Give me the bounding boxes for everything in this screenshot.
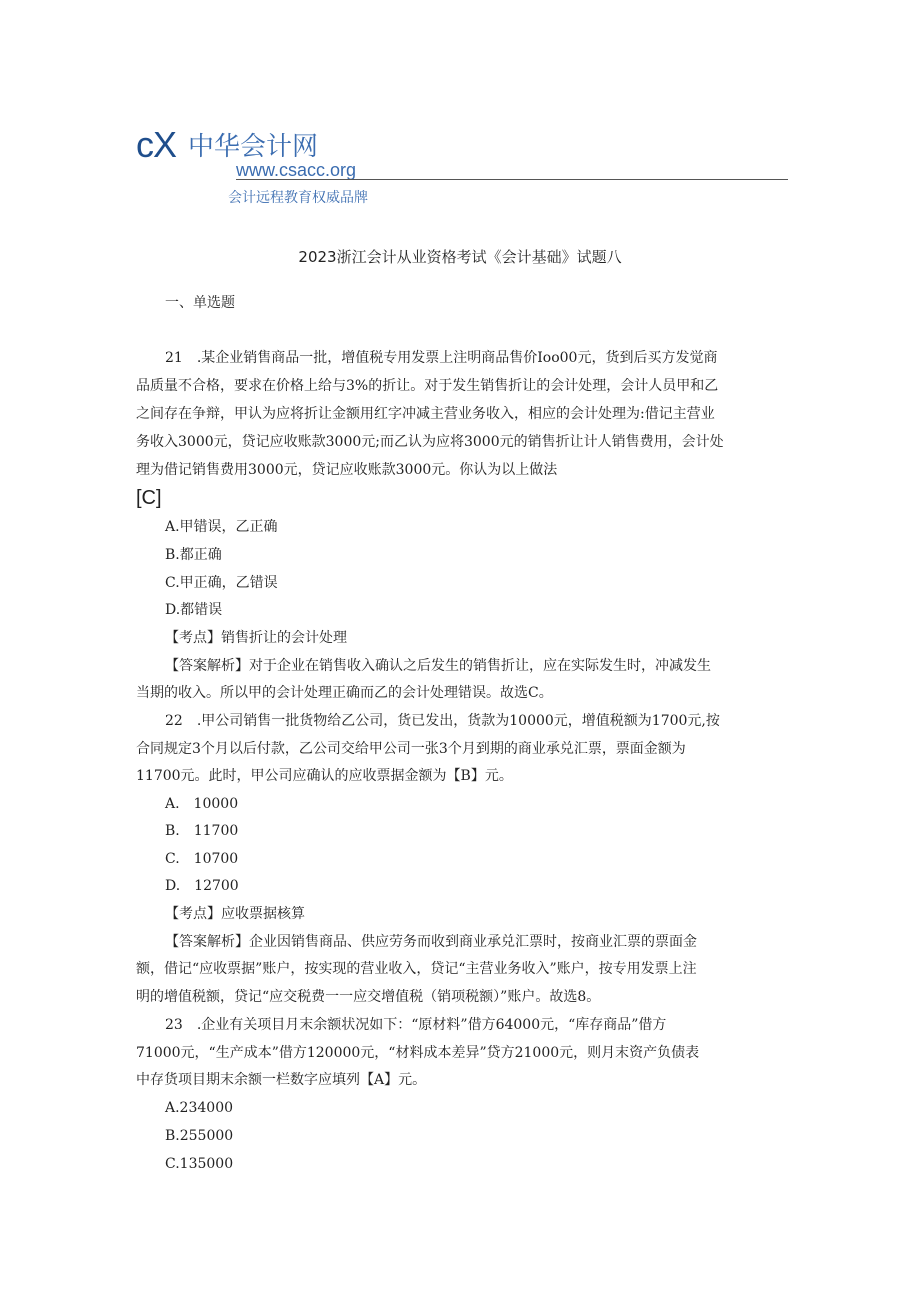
q22-analysis-line: 额，借记“应收票据”账户，按实现的营业收入，贷记“主营业务收入”账户，按专用发票上注 bbox=[136, 961, 697, 977]
q22-option-a: A. 10000 bbox=[165, 796, 239, 812]
q21-line: 21 .某企业销售商品一批，增值税专用发票上注明商品售价Ioo00元，货到后买方发觉商 bbox=[165, 350, 718, 366]
q23-option-c: C.135000 bbox=[165, 1156, 234, 1172]
header-divider bbox=[236, 179, 788, 180]
q22-line: 22 .甲公司销售一批货物给乙公司，货已发出，货款为10000元，增值税额为1700元,按 bbox=[165, 713, 720, 729]
q21-line: 品质量不合格，要求在价格上给与3%的折让。对于发生销售折让的会计处理，会计人员甲和乙 bbox=[136, 378, 719, 394]
brand-slogan: 会计远程教育权威品牌 bbox=[228, 190, 368, 206]
brand-name: 中华会计网 bbox=[188, 132, 319, 162]
q22-analysis-line: 明的增值税额，贷记“应交税费一一应交增值税（销项税额）”账户。故选8。 bbox=[136, 989, 601, 1005]
logo-mark: cX bbox=[136, 124, 177, 165]
q22-option-b: B. 11700 bbox=[165, 823, 239, 839]
q21-point: 【考点】销售折让的会计处理 bbox=[165, 630, 347, 646]
section-heading: 一、单选题 bbox=[165, 295, 235, 311]
q21-option-c: C.甲正确，乙错误 bbox=[165, 575, 278, 591]
q23-line: 71000元，“生产成本”借方120000元，“材料成本差异”贷方21000元，则月末资产负债表 bbox=[136, 1045, 700, 1061]
q21-option-d: D.都错误 bbox=[165, 602, 223, 618]
q21-option-b: B.都正确 bbox=[165, 547, 222, 563]
q23-line: 23 .企业有关项目月末余额状况如下：“原材料”借方64000元，“库存商品”借方 bbox=[165, 1017, 667, 1033]
q22-analysis-line: 【答案解析】企业因销售商品、供应劳务而收到商业承兑汇票时，按商业汇票的票面金 bbox=[165, 934, 697, 950]
brand-url[interactable]: www.csacc.org bbox=[236, 160, 357, 180]
q21-answer: [C] bbox=[136, 487, 162, 509]
q21-line: 理为借记销售费用3000元，贷记应收账款3000元。你认为以上做法 bbox=[136, 462, 558, 478]
q23-option-b: B.255000 bbox=[165, 1128, 234, 1144]
q21-line: 之间存在争辩，甲认为应将折让金额用红字冲减主营业务收入，相应的会计处理为:借记主营业 bbox=[136, 406, 715, 422]
q22-option-d: D. 12700 bbox=[165, 878, 239, 894]
q22-line: 11700元。此时，甲公司应确认的应收票据金额为【B】元。 bbox=[136, 768, 513, 784]
q22-line: 合同规定3个月以后付款，乙公司交给甲公司一张3个月到期的商业承兑汇票，票面金额为 bbox=[136, 741, 686, 757]
q22-point: 【考点】应收票据核算 bbox=[165, 906, 305, 922]
q23-line: 中存货项目期末余额一栏数字应填列【A】元。 bbox=[136, 1072, 427, 1088]
q21-option-a: A.甲错误，乙正确 bbox=[165, 519, 278, 535]
document-title: 2023浙江会计从业资格考试《会计基础》试题八 bbox=[298, 248, 622, 266]
q22-option-c: C. 10700 bbox=[165, 851, 239, 867]
q21-line: 务收入3000元，贷记应收账款3000元;而乙认为应将3000元的销售折让计人销售费用，会计处 bbox=[136, 434, 724, 450]
q23-option-a: A.234000 bbox=[165, 1100, 234, 1116]
q21-analysis-line: 【答案解析】对于企业在销售收入确认之后发生的销售折让，应在实际发生时，冲减发生 bbox=[165, 658, 711, 674]
q21-analysis-line: 当期的收入。所以甲的会计处理正确而乙的会计处理错误。故选C。 bbox=[136, 685, 553, 701]
